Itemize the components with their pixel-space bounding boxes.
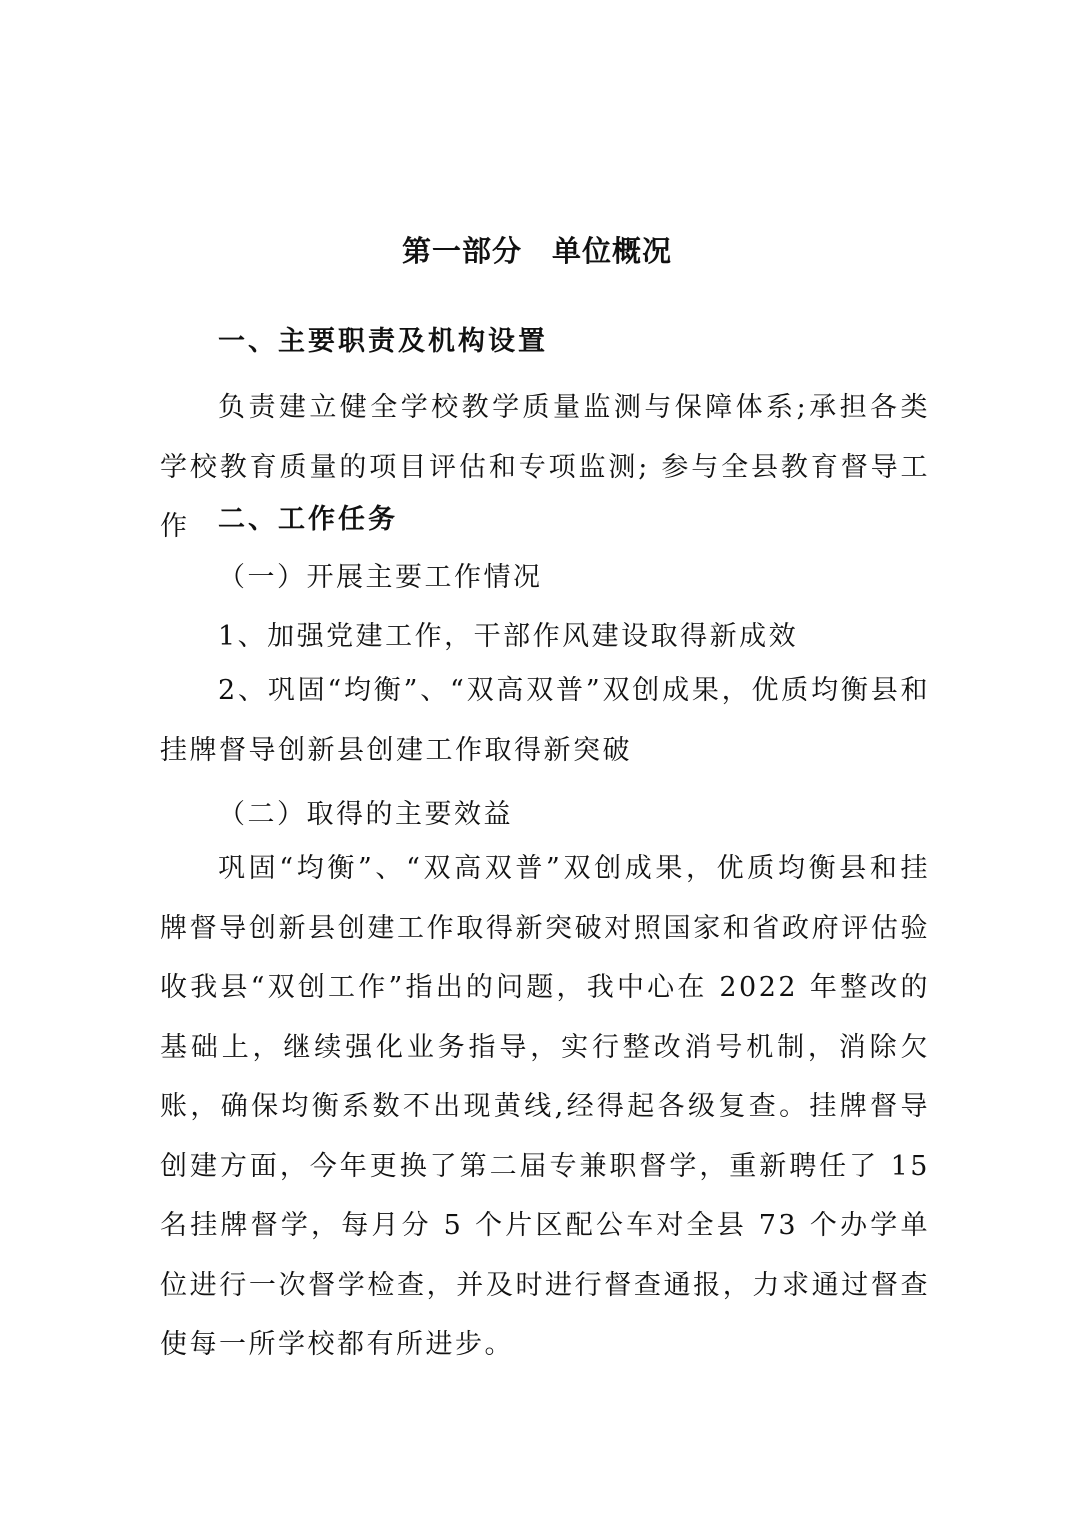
section-heading-tasks: 二、工作任务 bbox=[218, 504, 398, 535]
benefits-paragraph: 巩固“均衡”、“双高双普”双创成果，优质均衡县和挂牌督导创新县创建工作取得新突破对照国家和省政府评估验收我县“双创工作”指出的问题，我中心在 2022 年整改的基础上，继续强化业务指导，实行整改消号机制，消除欠账，确保均衡系数不出现黄线,经得起各级复查。挂牌督导创建方面，今年更换了第二届专兼职督学，重新聘任了 15 名挂牌督学，每月分 5 个片区配公车对全县 73 个办学单位进行一次督学检查，并及时进行督查通报，力求通过督查使每一所学校都有所进步。 bbox=[160, 853, 930, 1360]
work-item-1: 1、加强党建工作，干部作风建设取得新成效 bbox=[218, 621, 799, 652]
section-heading-duties: 一、主要职责及机构设置 bbox=[218, 326, 548, 357]
subheading-main-work: （一）开展主要工作情况 bbox=[218, 562, 543, 593]
subheading-benefits: （二）取得的主要效益 bbox=[218, 799, 513, 830]
work-item-2: 2、巩固“均衡”、“双高双普”双创成果，优质均衡县和挂牌督导创新县创建工作取得新突破 bbox=[160, 675, 930, 766]
page-title: 第一部分 单位概况 bbox=[401, 234, 672, 269]
duties-paragraph: 负责建立健全学校教学质量监测与保障体系;承担各类学校教育质量的项目评估和专项监测; 参与全县教育督导工作 bbox=[160, 392, 930, 542]
